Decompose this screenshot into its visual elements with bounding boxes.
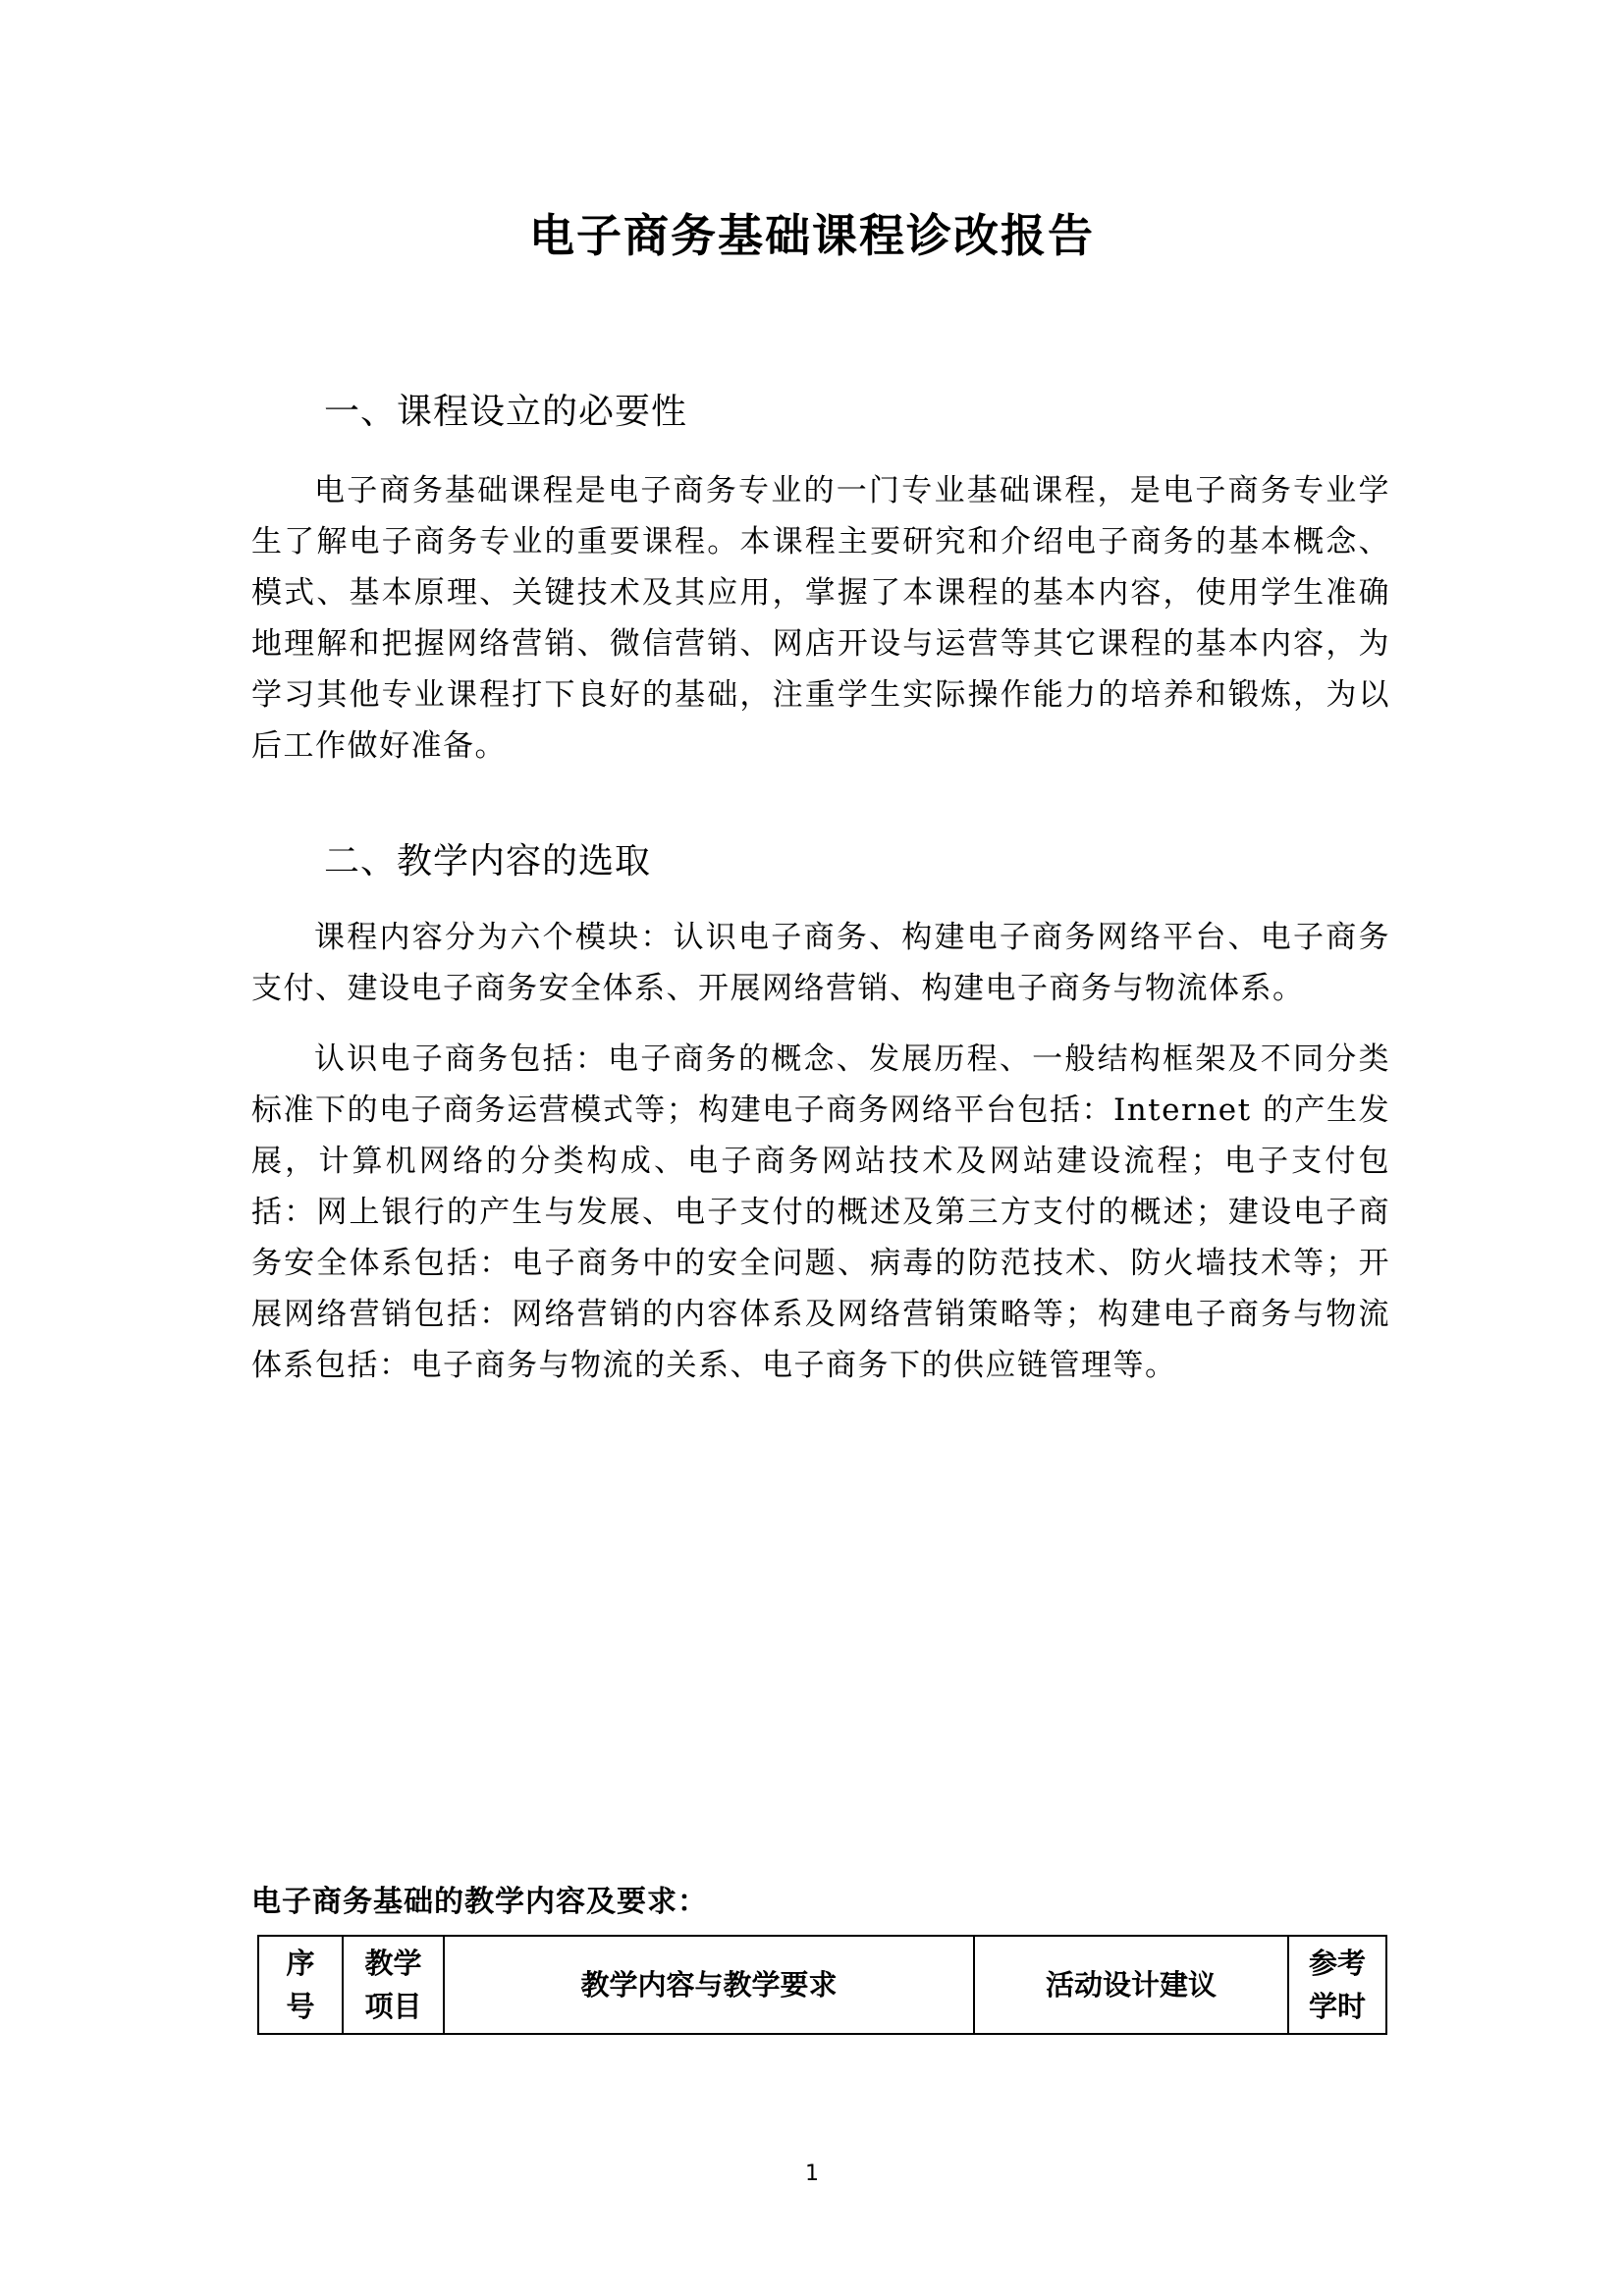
section-heading-necessity: 一、课程设立的必要性	[324, 392, 688, 432]
header-cell-project	[343, 1936, 444, 2034]
teaching-requirements-table	[257, 1935, 1387, 2035]
paragraph: 课程内容分为六个模块：认识电子商务、构建电子商务网络平台、电子商务支付、建设电子商务安全体系、开展网络营销、构建电子商务与物流体系。	[251, 920, 1390, 1006]
section-heading-content-selection: 二、教学内容的选取	[324, 841, 652, 881]
table-header-row	[258, 1936, 1386, 2034]
table-caption: 电子商务基础的教学内容及要求：	[251, 1885, 708, 1919]
header-cell-hours	[1288, 1936, 1386, 2034]
header-text: 学时	[1308, 1990, 1366, 2023]
header-text: 序	[286, 1947, 315, 1980]
header-text: 项目	[364, 1990, 422, 2023]
document-title: 电子商务基础课程诊改报告	[529, 209, 1095, 262]
section-body-content-selection	[251, 912, 1390, 1391]
header-text: 参考	[1308, 1947, 1366, 1980]
paragraph: 电子商务基础课程是电子商务专业的一门专业基础课程，是电子商务专业学生了解电子商务专业的重要课程。本课程主要研究和介绍电子商务的基本概念、模式、基本原理、关键技术及其应用，掌握了本课程的基本内容，使用学生准确地理解和把握网络营销、微信营销、网店开设与运营等其它课程的基本内容，为学习其他专业课程打下良好的基础，注重学生实际操作能力的培养和锻炼，为以后工作做好准备。	[251, 473, 1390, 764]
header-cell-index	[258, 1936, 343, 2034]
header-text: 教学	[364, 1947, 422, 1980]
page-number: 1	[805, 2162, 819, 2186]
header-cell-activity: 活动设计建议	[974, 1936, 1288, 2034]
paragraph: 认识电子商务包括：电子商务的概念、发展历程、一般结构框架及不同分类标准下的电子商务运营模式等；构建电子商务网络平台包括：Internet 的产生发展，计算机网络的分类构成、电子商务网站技术及网站建设流程；电子支付包括：网上银行的产生与发展、电子支付的概述及第三方支付的概述；建设电子商务安全体系包括：电子商务中的安全问题、病毒的防范技术、防火墙技术等；开展网络营销包括：网络营销的内容体系及网络营销策略等；构建电子商务与物流体系包括：电子商务与物流的关系、电子商务下的供应链管理等。	[251, 1041, 1390, 1383]
section-body-necessity	[251, 465, 1390, 772]
header-text: 号	[286, 1990, 315, 2023]
header-cell-content: 教学内容与教学要求	[444, 1936, 974, 2034]
